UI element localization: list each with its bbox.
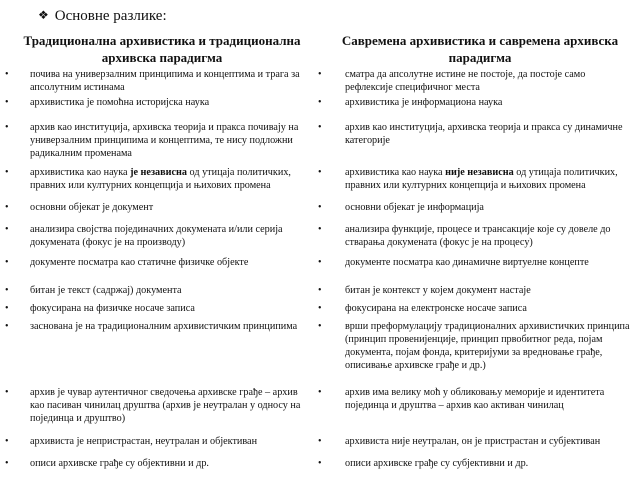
bullet-icon: • xyxy=(318,69,322,80)
left-cell: основни објекат је документ xyxy=(30,202,154,213)
table-row xyxy=(0,256,638,284)
table-row xyxy=(0,386,638,435)
right-cell-text-end: од утицаја политичких, правних или културних концепција и њихових промена xyxy=(345,167,618,191)
left-cell: архивистика је помоћна историјска наука xyxy=(30,97,210,108)
bullet-icon: • xyxy=(318,303,322,314)
table-row xyxy=(0,435,638,457)
diamond-bullet-icon: ❖ xyxy=(38,8,49,22)
right-cell: архив као институција, архивска теорија и пракса су динамичне категорије xyxy=(345,122,623,146)
bullet-icon: • xyxy=(318,167,322,178)
bullet-icon: • xyxy=(318,285,322,296)
right-cell-text-start: архивистика као наука xyxy=(345,167,446,178)
table-row xyxy=(0,68,638,96)
bullet-icon: • xyxy=(318,458,322,469)
left-cell-text-end: од утицаја политичких, правних или културних концепција и њихових промена xyxy=(30,167,291,191)
table-row xyxy=(0,96,638,121)
bullet-icon: • xyxy=(318,202,322,213)
right-cell: фокусирана на електронске носаче записа xyxy=(345,303,527,314)
left-cell: анализира својства појединачних докумената и/или серија докумената (фокус је на производу) xyxy=(30,224,283,248)
left-column-header: Традиционална архивистика и традиционална архивска парадигма xyxy=(23,33,301,65)
bullet-icon: • xyxy=(5,303,9,314)
right-cell: битан је контекст у којем документ настаје xyxy=(345,285,531,296)
table-row xyxy=(0,302,638,320)
left-cell-emphasis: је независна xyxy=(130,167,187,178)
bullet-icon: • xyxy=(318,387,322,398)
right-cell: анализира функције, процесе и трансакције које су довеле до стварања докумената (фокус је на процесу) xyxy=(345,224,611,248)
bullet-icon: • xyxy=(5,69,9,80)
right-cell: документе посматра као динамичне виртуелне концепте xyxy=(345,257,589,268)
bullet-icon: • xyxy=(5,458,9,469)
bullet-icon: • xyxy=(5,224,9,235)
bullet-icon: • xyxy=(5,321,9,332)
slide-title-text: Основне разлике: xyxy=(54,8,167,24)
table-row xyxy=(0,166,638,201)
table-row xyxy=(0,121,638,166)
bullet-icon: • xyxy=(5,387,9,398)
bullet-icon: • xyxy=(318,321,322,332)
bullet-icon: • xyxy=(5,202,9,213)
left-cell xyxy=(30,166,312,192)
right-cell: основни објекат је информација xyxy=(345,202,484,213)
slide-title xyxy=(38,6,167,25)
right-cell: врши преформулацију традиционалних архивистичких принципа (принцип провенијенције, принцип првобитног реда, појам документа, појам фонда, критеријуми за вредновање грађе, описивање архивске грађе и др.) xyxy=(345,321,630,371)
right-cell: описи архивске грађе су субјективни и др. xyxy=(345,458,529,469)
bullet-icon: • xyxy=(5,436,9,447)
left-cell: архив је чувар аутентичног сведочења архивске грађе – архив као пасиван чинилац друштва (архив је неутралан у односу на појединца и друштво) xyxy=(30,387,301,424)
right-column-header: Савремена архивистика и савремена архивска парадигма xyxy=(341,33,619,65)
comparison-table xyxy=(0,68,638,475)
bullet-icon: • xyxy=(318,97,322,108)
table-row xyxy=(0,320,638,386)
bullet-icon: • xyxy=(318,436,322,447)
bullet-icon: • xyxy=(5,167,9,178)
right-cell-emphasis: није независна xyxy=(445,167,514,178)
right-cell: архив има велику моћ у обликовању меморије и идентитета појединца и друштва – архив као активан чинилац xyxy=(345,387,605,411)
left-cell: битан је текст (садржај) документа xyxy=(30,285,182,296)
left-cell: описи архивске грађе су објективни и др. xyxy=(30,458,209,469)
table-row xyxy=(0,457,638,475)
left-cell: заснована је на традиционалним архивистичким принципима xyxy=(30,321,298,332)
right-cell: сматра да апсолутне истине не постоје, да постоје само рефлексије специфичног места xyxy=(345,69,586,93)
left-cell: архив као институција, архивска теорија и пракса почивају на универзалним принципима и концептима, те нису подложни радикалним променама xyxy=(30,122,299,159)
left-cell: архивиста је непристрастан, неутралан и објективан xyxy=(30,436,258,447)
bullet-icon: • xyxy=(318,122,322,133)
left-cell: фокусирана на физичке носаче записа xyxy=(30,303,195,314)
right-cell xyxy=(345,166,630,192)
left-cell-text-start: архивистика као наука xyxy=(30,167,131,178)
bullet-icon: • xyxy=(5,122,9,133)
right-cell: архивиста није неутралан, он је пристрастан и субјективан xyxy=(345,436,601,447)
bullet-icon: • xyxy=(318,257,322,268)
bullet-icon: • xyxy=(5,257,9,268)
table-row xyxy=(0,223,638,256)
right-cell: архивистика је информациона наука xyxy=(345,97,503,108)
table-row xyxy=(0,284,638,302)
bullet-icon: • xyxy=(5,97,9,108)
table-row xyxy=(0,201,638,223)
bullet-icon: • xyxy=(318,224,322,235)
left-cell: почива на универзалним принципима и концептима и трага за апсолутним истинама xyxy=(30,69,300,93)
bullet-icon: • xyxy=(5,285,9,296)
left-cell: документе посматра као статичне физичке објекте xyxy=(30,257,249,268)
